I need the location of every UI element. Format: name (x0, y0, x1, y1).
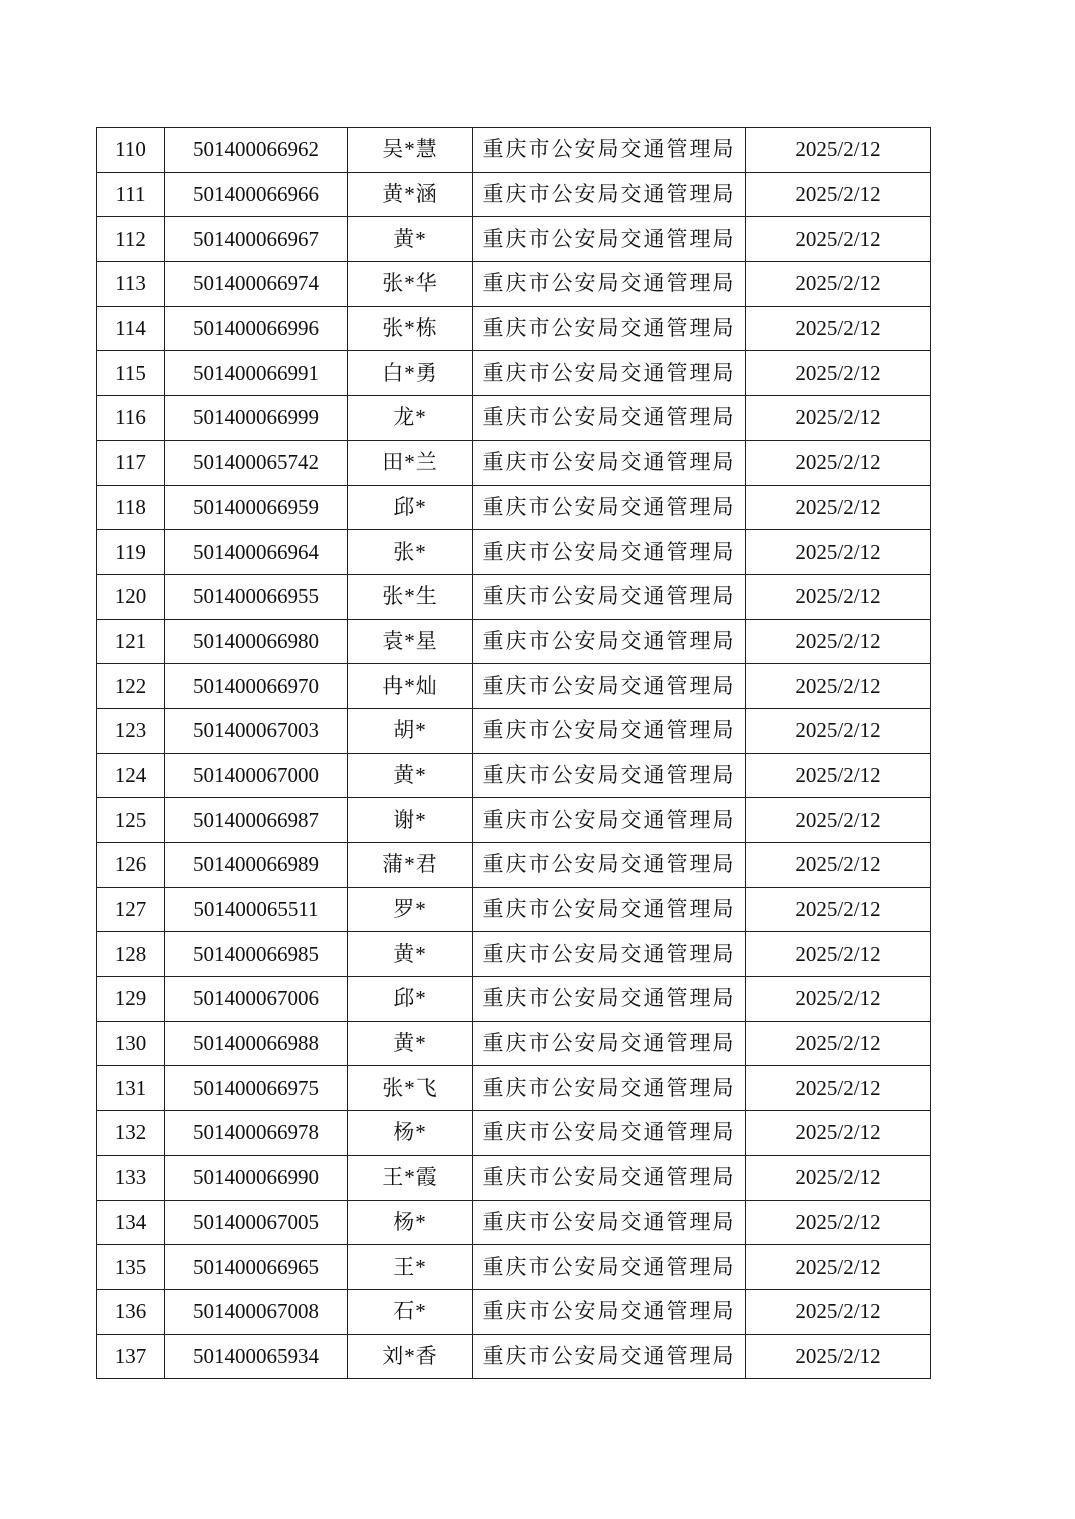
agency-cell: 重庆市公安局交通管理局 (473, 306, 746, 351)
record-id-cell: 501400066990 (165, 1155, 348, 1200)
date-cell: 2025/2/12 (746, 530, 931, 575)
record-id-cell: 501400066996 (165, 306, 348, 351)
agency-cell: 重庆市公安局交通管理局 (473, 798, 746, 843)
date-cell: 2025/2/12 (746, 172, 931, 217)
person-name-cell: 田*兰 (348, 440, 473, 485)
table-row (97, 1200, 931, 1245)
agency-cell: 重庆市公安局交通管理局 (473, 664, 746, 709)
agency-cell: 重庆市公安局交通管理局 (473, 753, 746, 798)
person-name-cell: 袁*星 (348, 619, 473, 664)
date-cell: 2025/2/12 (746, 843, 931, 888)
person-name-cell: 黄* (348, 217, 473, 262)
table-row (97, 798, 931, 843)
row-number-cell: 113 (97, 262, 165, 307)
row-number-cell: 132 (97, 1111, 165, 1156)
row-number-cell: 116 (97, 396, 165, 441)
record-id-cell: 501400066989 (165, 843, 348, 888)
record-id-cell: 501400066965 (165, 1245, 348, 1290)
row-number-cell: 123 (97, 708, 165, 753)
row-number-cell: 118 (97, 485, 165, 530)
table-row (97, 530, 931, 575)
person-name-cell: 张* (348, 530, 473, 575)
row-number-cell: 114 (97, 306, 165, 351)
agency-cell: 重庆市公安局交通管理局 (473, 396, 746, 441)
record-id-cell: 501400066970 (165, 664, 348, 709)
table-row (97, 1155, 931, 1200)
records-table (96, 127, 931, 1379)
agency-cell: 重庆市公安局交通管理局 (473, 1245, 746, 1290)
table-row (97, 708, 931, 753)
date-cell: 2025/2/12 (746, 351, 931, 396)
row-number-cell: 110 (97, 128, 165, 173)
row-number-cell: 129 (97, 977, 165, 1022)
table-row (97, 887, 931, 932)
row-number-cell: 134 (97, 1200, 165, 1245)
person-name-cell: 吴*慧 (348, 128, 473, 173)
agency-cell: 重庆市公安局交通管理局 (473, 574, 746, 619)
record-id-cell: 501400065511 (165, 887, 348, 932)
date-cell: 2025/2/12 (746, 440, 931, 485)
table-row (97, 619, 931, 664)
table-row (97, 1334, 931, 1379)
table-row (97, 932, 931, 977)
record-id-cell: 501400066974 (165, 262, 348, 307)
row-number-cell: 125 (97, 798, 165, 843)
date-cell: 2025/2/12 (746, 1111, 931, 1156)
date-cell: 2025/2/12 (746, 1155, 931, 1200)
agency-cell: 重庆市公安局交通管理局 (473, 1111, 746, 1156)
agency-cell: 重庆市公安局交通管理局 (473, 932, 746, 977)
record-id-cell: 501400066980 (165, 619, 348, 664)
table-row (97, 172, 931, 217)
record-id-cell: 501400066991 (165, 351, 348, 396)
person-name-cell: 王* (348, 1245, 473, 1290)
person-name-cell: 蒲*君 (348, 843, 473, 888)
date-cell: 2025/2/12 (746, 1021, 931, 1066)
person-name-cell: 杨* (348, 1200, 473, 1245)
date-cell: 2025/2/12 (746, 396, 931, 441)
table-row (97, 440, 931, 485)
table-row (97, 485, 931, 530)
agency-cell: 重庆市公安局交通管理局 (473, 485, 746, 530)
agency-cell: 重庆市公安局交通管理局 (473, 262, 746, 307)
date-cell: 2025/2/12 (746, 1066, 931, 1111)
record-id-cell: 501400066987 (165, 798, 348, 843)
record-id-cell: 501400066964 (165, 530, 348, 575)
person-name-cell: 张*飞 (348, 1066, 473, 1111)
person-name-cell: 石* (348, 1289, 473, 1334)
row-number-cell: 136 (97, 1289, 165, 1334)
person-name-cell: 白*勇 (348, 351, 473, 396)
date-cell: 2025/2/12 (746, 1200, 931, 1245)
agency-cell: 重庆市公安局交通管理局 (473, 1289, 746, 1334)
record-id-cell: 501400067005 (165, 1200, 348, 1245)
date-cell: 2025/2/12 (746, 1334, 931, 1379)
row-number-cell: 124 (97, 753, 165, 798)
row-number-cell: 111 (97, 172, 165, 217)
agency-cell: 重庆市公安局交通管理局 (473, 128, 746, 173)
agency-cell: 重庆市公安局交通管理局 (473, 217, 746, 262)
row-number-cell: 112 (97, 217, 165, 262)
agency-cell: 重庆市公安局交通管理局 (473, 172, 746, 217)
date-cell: 2025/2/12 (746, 708, 931, 753)
agency-cell: 重庆市公安局交通管理局 (473, 351, 746, 396)
date-cell: 2025/2/12 (746, 128, 931, 173)
table-row (97, 351, 931, 396)
person-name-cell: 黄* (348, 932, 473, 977)
table-row (97, 217, 931, 262)
row-number-cell: 126 (97, 843, 165, 888)
row-number-cell: 117 (97, 440, 165, 485)
agency-cell: 重庆市公安局交通管理局 (473, 1155, 746, 1200)
agency-cell: 重庆市公安局交通管理局 (473, 1200, 746, 1245)
row-number-cell: 131 (97, 1066, 165, 1111)
record-id-cell: 501400066985 (165, 932, 348, 977)
agency-cell: 重庆市公安局交通管理局 (473, 1021, 746, 1066)
person-name-cell: 罗* (348, 887, 473, 932)
date-cell: 2025/2/12 (746, 574, 931, 619)
date-cell: 2025/2/12 (746, 664, 931, 709)
agency-cell: 重庆市公安局交通管理局 (473, 619, 746, 664)
row-number-cell: 128 (97, 932, 165, 977)
date-cell: 2025/2/12 (746, 1245, 931, 1290)
table-row (97, 977, 931, 1022)
person-name-cell: 龙* (348, 396, 473, 441)
row-number-cell: 137 (97, 1334, 165, 1379)
date-cell: 2025/2/12 (746, 262, 931, 307)
record-id-cell: 501400066988 (165, 1021, 348, 1066)
table-row (97, 306, 931, 351)
table-row (97, 1245, 931, 1290)
person-name-cell: 黄* (348, 753, 473, 798)
agency-cell: 重庆市公安局交通管理局 (473, 440, 746, 485)
row-number-cell: 133 (97, 1155, 165, 1200)
table-row (97, 574, 931, 619)
row-number-cell: 121 (97, 619, 165, 664)
record-id-cell: 501400066962 (165, 128, 348, 173)
row-number-cell: 127 (97, 887, 165, 932)
agency-cell: 重庆市公安局交通管理局 (473, 530, 746, 575)
person-name-cell: 邱* (348, 485, 473, 530)
record-id-cell: 501400066978 (165, 1111, 348, 1156)
record-id-cell: 501400067008 (165, 1289, 348, 1334)
person-name-cell: 张*生 (348, 574, 473, 619)
record-id-cell: 501400066955 (165, 574, 348, 619)
records-table-body (97, 128, 931, 1379)
date-cell: 2025/2/12 (746, 217, 931, 262)
row-number-cell: 119 (97, 530, 165, 575)
table-row (97, 1289, 931, 1334)
table-row (97, 262, 931, 307)
agency-cell: 重庆市公安局交通管理局 (473, 708, 746, 753)
table-row (97, 1066, 931, 1111)
table-row (97, 396, 931, 441)
person-name-cell: 黄* (348, 1021, 473, 1066)
row-number-cell: 115 (97, 351, 165, 396)
person-name-cell: 王*霞 (348, 1155, 473, 1200)
row-number-cell: 135 (97, 1245, 165, 1290)
person-name-cell: 冉*灿 (348, 664, 473, 709)
table-row (97, 1021, 931, 1066)
record-id-cell: 501400066966 (165, 172, 348, 217)
agency-cell: 重庆市公安局交通管理局 (473, 1066, 746, 1111)
table-row (97, 843, 931, 888)
record-id-cell: 501400067003 (165, 708, 348, 753)
record-id-cell: 501400066967 (165, 217, 348, 262)
date-cell: 2025/2/12 (746, 977, 931, 1022)
date-cell: 2025/2/12 (746, 887, 931, 932)
agency-cell: 重庆市公安局交通管理局 (473, 977, 746, 1022)
record-id-cell: 501400065742 (165, 440, 348, 485)
record-id-cell: 501400066959 (165, 485, 348, 530)
agency-cell: 重庆市公安局交通管理局 (473, 887, 746, 932)
person-name-cell: 谢* (348, 798, 473, 843)
table-row (97, 1111, 931, 1156)
person-name-cell: 黄*涵 (348, 172, 473, 217)
table-row (97, 753, 931, 798)
row-number-cell: 130 (97, 1021, 165, 1066)
date-cell: 2025/2/12 (746, 1289, 931, 1334)
person-name-cell: 刘*香 (348, 1334, 473, 1379)
record-id-cell: 501400066999 (165, 396, 348, 441)
table-row (97, 664, 931, 709)
date-cell: 2025/2/12 (746, 485, 931, 530)
record-id-cell: 501400067000 (165, 753, 348, 798)
person-name-cell: 杨* (348, 1111, 473, 1156)
date-cell: 2025/2/12 (746, 753, 931, 798)
record-id-cell: 501400067006 (165, 977, 348, 1022)
person-name-cell: 邱* (348, 977, 473, 1022)
date-cell: 2025/2/12 (746, 306, 931, 351)
table-row (97, 128, 931, 173)
agency-cell: 重庆市公安局交通管理局 (473, 1334, 746, 1379)
agency-cell: 重庆市公安局交通管理局 (473, 843, 746, 888)
row-number-cell: 120 (97, 574, 165, 619)
date-cell: 2025/2/12 (746, 798, 931, 843)
date-cell: 2025/2/12 (746, 619, 931, 664)
record-id-cell: 501400065934 (165, 1334, 348, 1379)
person-name-cell: 张*华 (348, 262, 473, 307)
person-name-cell: 张*栋 (348, 306, 473, 351)
person-name-cell: 胡* (348, 708, 473, 753)
record-id-cell: 501400066975 (165, 1066, 348, 1111)
date-cell: 2025/2/12 (746, 932, 931, 977)
row-number-cell: 122 (97, 664, 165, 709)
